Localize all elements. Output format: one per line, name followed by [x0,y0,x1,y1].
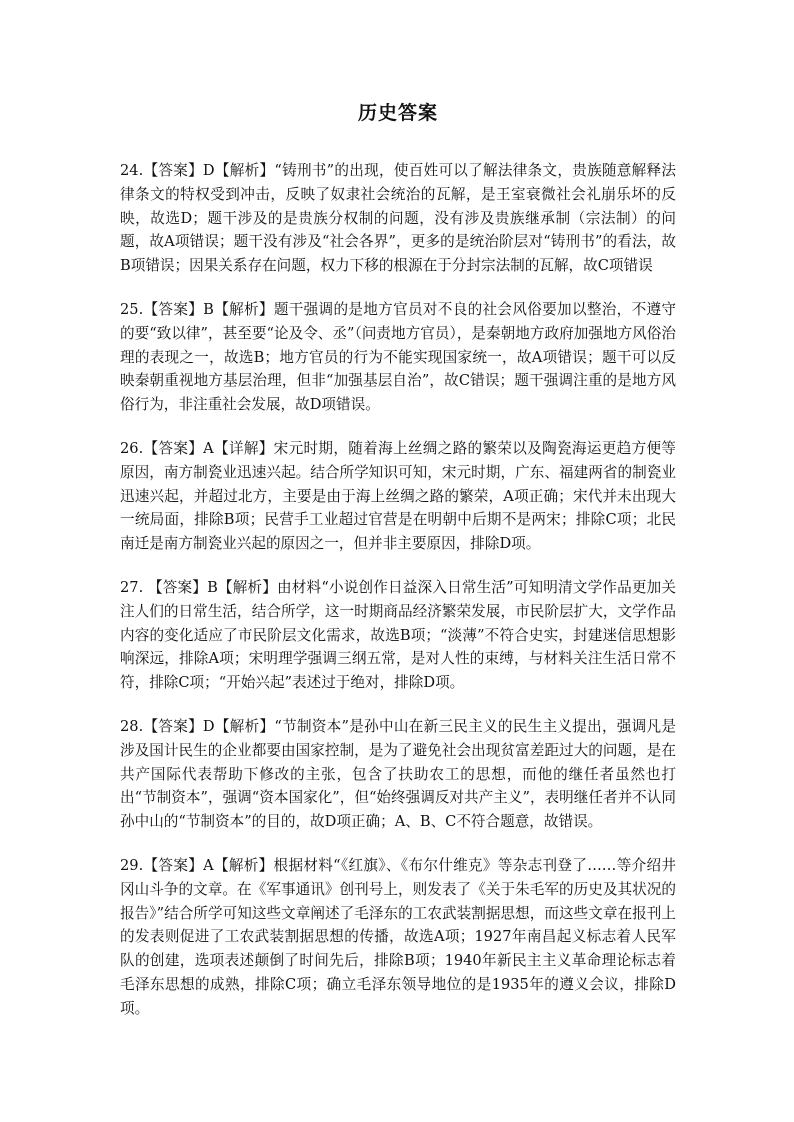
page-title: 历史答案 [357,102,438,124]
document-page [120,98,676,1041]
answer-28: 28.【答案】D【解析】“节制资本”是孙中山在新三民主义的民生主义提出，强调凡是涉及国计民生的企业都要由国家控制，是为了避免社会出现贫富差距过大的问题，是在共产国际代表帮助下修改的主张，包含了扶助农工的思想，而他的继任者虽然也打出“节制资本”，强调“资本国家化”，但“始终强调反对共产主义”，表明继任者并不认同孙中山的“节制资本”的目的，故D项正确；A、B、C不符合题意，故错误。 [120,717,676,831]
answer-26: 26.【答案】A【详解】宋元时期，随着海上丝绸之路的繁荣以及陶瓷海运更趋方便等原因，南方制瓷业迅速兴起。结合所学知识可知，宋元时期，广东、福建两省的制瓷业迅速兴起，并超过北方，主要是由于海上丝绸之路的繁荣，A项正确；宋代并未出现大一统局面，排除B项；民营手工业超过官营是在明朝中后期不是两宋；排除C项；北民南迁是南方制瓷业兴起的原因之一，但并非主要原因，排除D项。 [120,439,676,553]
answer-29: 29.【答案】A【解析】根据材料“《红旗》、《布尔什维克》等杂志刊登了……等介绍井冈山斗争的文章。在《军事通讯》创刊号上，则发表了《关于朱毛军的历史及其状况的报告》”结合所学可知这些文章阐述了毛泽东的工农武装割据思想，而这些文章在报刊上的发表则促进了工农武装割据思想的传播，故选A项；1927年南昌起义标志着人民军队的创建，选项表述颠倒了时间先后，排除B项；1940年新民主主义革命理论标志着毛泽东思想的成熟，排除C项；确立毛泽东领导地位的是1935年的遵义会议，排除D项。 [120,856,676,1017]
answer-27: 27. 【答案】B【解析】由材料“小说创作日益深入日常生活”可知明清文学作品更加关注人们的日常生活，结合所学，这一时期商品经济繁荣发展，市民阶层扩大，文学作品内容的变化适应了市民阶层文化需求，故选B项；“淡薄”不符合史实，封建迷信思想影响深远，排除A项；宋明理学强调三纲五常，是对人性的束缚，与材料关注生活日常不符，排除C项；“开始兴起”表述过于绝对，排除D项。 [120,578,676,692]
answer-25: 25.【答案】B【解析】题干强调的是地方官员对不良的社会风俗要加以整治，不遵守的要“致以律”，甚至要“论及令、丞”（问责地方官员），是秦朝地方政府加强地方风俗治理的表现之一，故选B；地方官员的行为不能实现国家统一，故A项错误；题干可以反映秦朝重视地方基层治理，但非“加强基层自治”，故C错误；题干强调注重的是地方风俗行为，非注重社会发展，故D项错误。 [120,300,676,414]
answer-24: 24.【答案】D【解析】“铸刑书”的出现，使百姓可以了解法律条文，贵族随意解释法律条文的特权受到冲击，反映了奴隶社会统治的瓦解，是王室衰微社会礼崩乐坏的反映，故选D；题干涉及的是贵族分权制的问题，没有涉及贵族继承制（宗法制）的问题，故A项错误；题干没有涉及“社会各界”，更多的是统治阶层对“铸刑书”的看法，故B项错误；因果关系存在问题，权力下移的根源在于分封宗法制的瓦解，故C项错误 [120,162,676,275]
